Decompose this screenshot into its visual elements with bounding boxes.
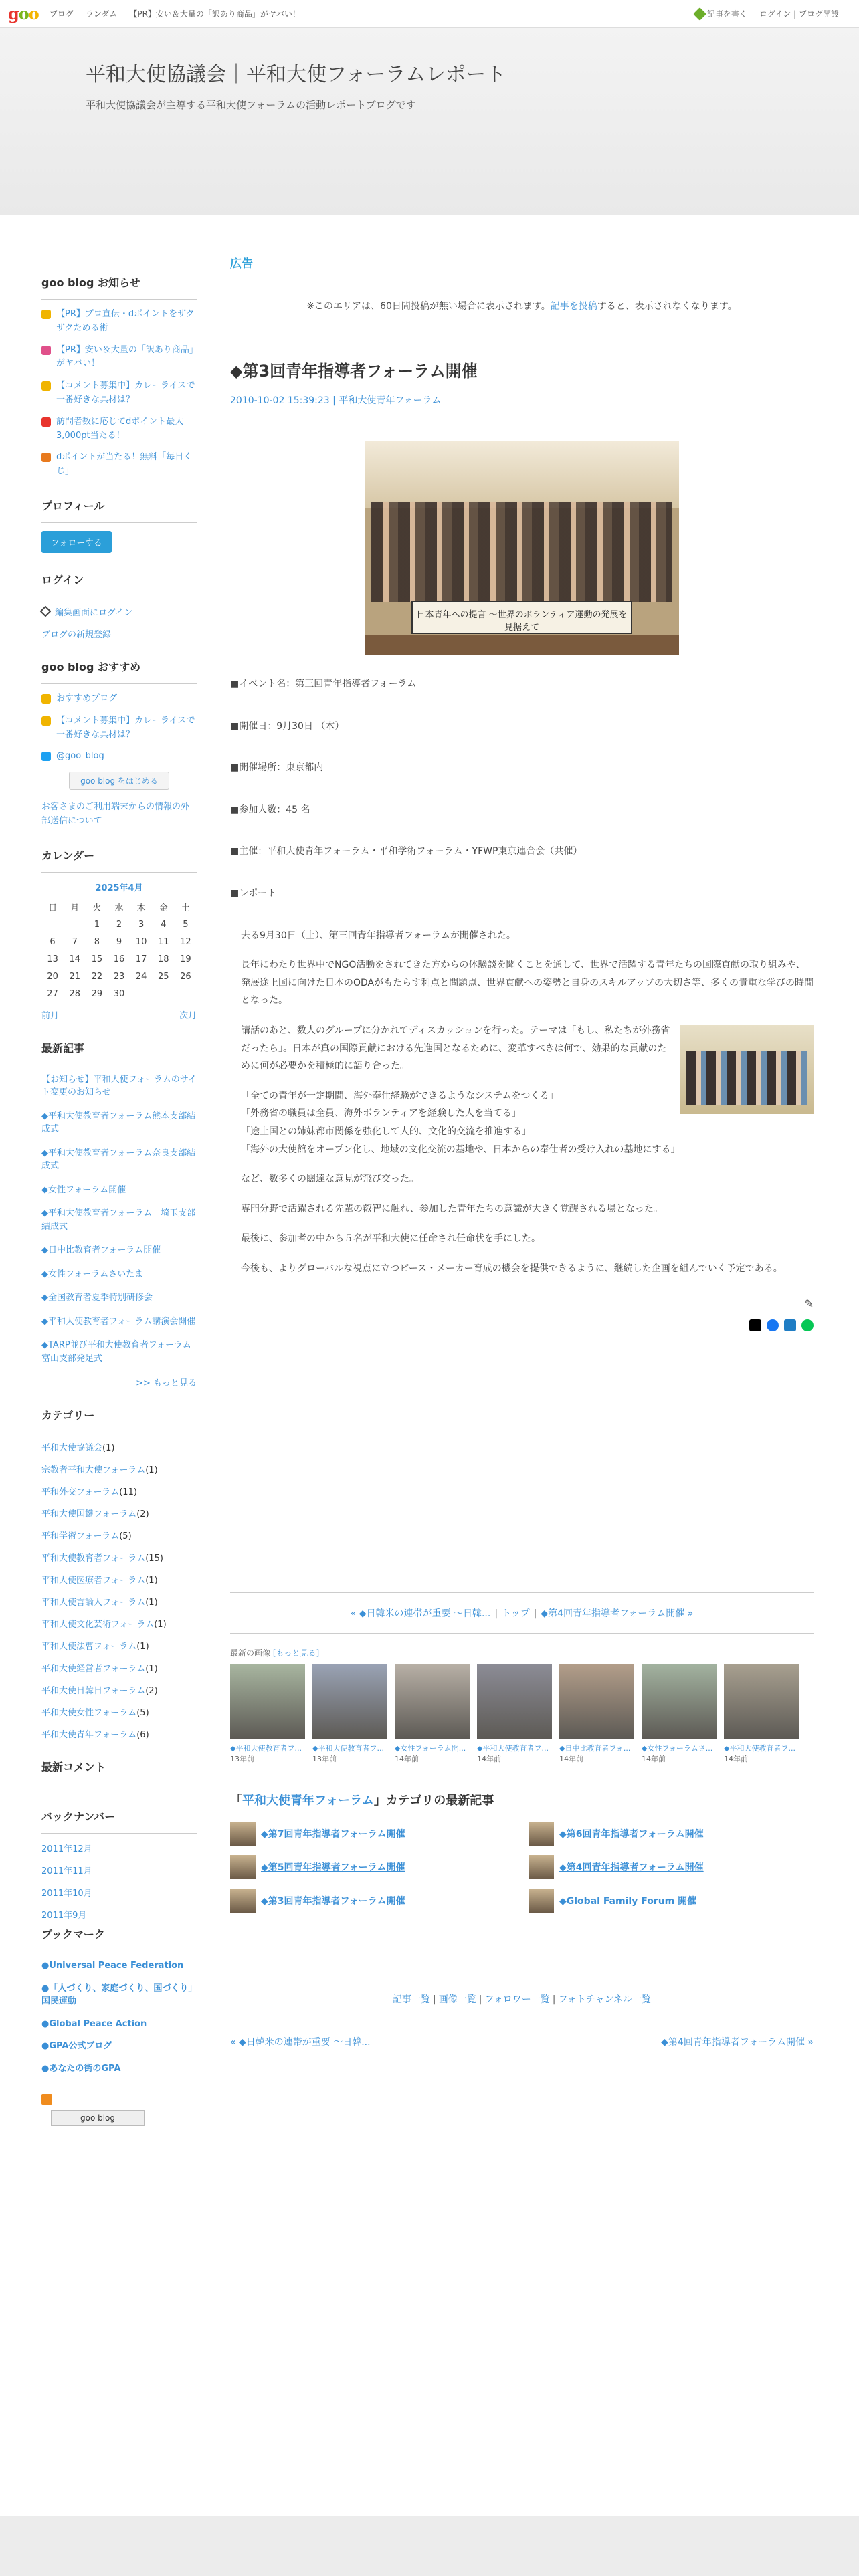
profile-section bbox=[41, 498, 197, 553]
category-latest-thumb[interactable] bbox=[230, 1889, 256, 1913]
blog-header bbox=[0, 28, 859, 215]
bookmark-link[interactable]: ●Global Peace Action bbox=[41, 2018, 147, 2029]
bottom-prev-link[interactable]: « ◆日韓米の連帯が重要 ～日韓... bbox=[230, 2037, 371, 2048]
login-heading: ログイン bbox=[41, 572, 197, 597]
category-item bbox=[41, 1463, 197, 1475]
calendar-day[interactable]: 13 bbox=[47, 954, 58, 965]
category-link[interactable]: 平和大使協議会 bbox=[41, 1443, 103, 1454]
next-entry-link[interactable]: ◆第4回青年指導者フォーラム開催 » bbox=[541, 1608, 694, 1620]
post-date[interactable]: 2010-10-02 15:39:23 bbox=[230, 395, 330, 406]
calendar-day[interactable]: 16 bbox=[113, 954, 125, 965]
calendar-day[interactable]: 3 bbox=[138, 920, 145, 930]
event-fact: ■参加人数：45 名 bbox=[230, 804, 310, 815]
category-latest-heading: 「平和大使青年フォーラム」カテゴリの最新記事 bbox=[230, 1794, 494, 1808]
latest-image-caption[interactable]: ◆平和大使教育者フ... bbox=[230, 1744, 302, 1753]
calendar-day[interactable]: 7 bbox=[72, 937, 78, 948]
calendar-day[interactable]: 21 bbox=[69, 972, 80, 982]
calendar-day[interactable]: 25 bbox=[158, 972, 169, 982]
calendar-day[interactable]: 9 bbox=[116, 937, 122, 948]
calendar-weekday: 土 bbox=[181, 903, 190, 914]
category-item bbox=[41, 1551, 197, 1564]
news-item bbox=[41, 308, 197, 336]
category-latest-item bbox=[529, 1855, 814, 1879]
latest-entry-link[interactable]: ◆TARP並び平和大使教育者フォーラム富山支部発足式 bbox=[41, 1340, 191, 1364]
news-item bbox=[41, 415, 197, 443]
ad-notice-tail: すると、表示されなくなります。 bbox=[597, 301, 737, 312]
edit-icon bbox=[40, 606, 52, 617]
category-link[interactable]: 平和大使経営者フォーラム bbox=[41, 1664, 146, 1675]
category-latest-thumb[interactable] bbox=[529, 1855, 554, 1879]
category-latest-link[interactable]: ◆第5回青年指導者フォーラム開催 bbox=[261, 1862, 405, 1874]
category-item bbox=[41, 1683, 197, 1696]
category-item bbox=[41, 1661, 197, 1674]
meta-separator: | bbox=[329, 395, 339, 406]
report-paragraph: 長年にわたり世界中でNGO活動をされてきた方からの体験談を聞くことを通して、世界で活躍する青年たちの国際貢献の取り組みや、発展途上国に向けた日本のODAがもたらす利点と問題点、世界貢献への姿勢と自身のスキルアップの大切さ等、多くの貴重な学びの時間となった。 bbox=[241, 960, 814, 1006]
latest-image-age: 14年前 bbox=[395, 1755, 419, 1764]
latest-image-age: 14年前 bbox=[559, 1755, 583, 1764]
category-count: (1) bbox=[145, 1465, 158, 1476]
goo-logo[interactable]: goo bbox=[8, 4, 39, 23]
latest-image-age: 13年前 bbox=[312, 1755, 337, 1764]
calendar-day[interactable]: 26 bbox=[180, 972, 191, 982]
backnumber-link[interactable]: 2011年11月 bbox=[41, 1866, 92, 1877]
latest-image-item[interactable] bbox=[312, 1664, 387, 1764]
latest-image-thumb[interactable] bbox=[230, 1664, 305, 1739]
x-share-icon[interactable] bbox=[749, 1319, 761, 1331]
categories-section bbox=[41, 1407, 197, 1740]
sidebar-footer bbox=[41, 2094, 197, 2126]
post-article-link[interactable]: 記事を投稿 bbox=[550, 301, 597, 312]
category-latest-thumb[interactable] bbox=[529, 1889, 554, 1913]
category-link[interactable]: 平和大使青年フォーラム bbox=[41, 1730, 137, 1741]
calendar-weekday: 水 bbox=[114, 903, 124, 914]
news-link[interactable]: 【PR】安い＆大量の「訳あり商品」がヤバい！ bbox=[56, 344, 194, 369]
latest-image-caption[interactable]: ◆平和大使教育者フ... bbox=[477, 1744, 549, 1753]
category-count: (6) bbox=[136, 1730, 149, 1741]
category-item bbox=[41, 1617, 197, 1630]
latest-image-thumb[interactable] bbox=[724, 1664, 799, 1739]
category-latest-thumb[interactable] bbox=[529, 1822, 554, 1846]
news-item bbox=[41, 344, 197, 372]
profile-heading: プロフィール bbox=[41, 498, 197, 523]
calendar-day[interactable]: 2 bbox=[116, 920, 122, 930]
bottom-next-link[interactable]: ◆第4回青年指導者フォーラム開催 » bbox=[661, 2037, 814, 2048]
calendar-day[interactable]: 11 bbox=[158, 937, 169, 948]
category-latest-item bbox=[529, 1822, 814, 1846]
latest-image-caption[interactable]: ◆平和大使教育者フ... bbox=[724, 1744, 795, 1753]
category-link[interactable]: 平和大使女性フォーラム bbox=[41, 1708, 137, 1719]
backnumber-heading: バックナンバー bbox=[41, 1808, 197, 1834]
event-fact: ■主催：平和大使青年フォーラム・平和学術フォーラム・YFWP東京連合会（共催） bbox=[230, 846, 583, 857]
categories-heading: カテゴリー bbox=[41, 1407, 197, 1432]
news-link[interactable]: 【PR】プロ直伝・dポイントをザクザクためる術 bbox=[56, 309, 195, 333]
facebook-share-icon[interactable] bbox=[767, 1319, 779, 1331]
news-icon bbox=[41, 310, 51, 319]
calendar-day bbox=[130, 986, 153, 1003]
calendar-next-month[interactable]: 次月 bbox=[179, 1010, 197, 1021]
category-latest-item bbox=[230, 1822, 515, 1846]
calendar-weekday: 木 bbox=[136, 903, 146, 914]
more-entries-link[interactable]: >> もっと見る bbox=[136, 1378, 197, 1389]
calendar-day[interactable]: 10 bbox=[135, 937, 147, 948]
twitter-icon bbox=[41, 752, 51, 761]
category-item bbox=[41, 1507, 197, 1519]
latest-image-caption[interactable]: ◆女性フォーラムさ... bbox=[642, 1744, 713, 1753]
rss-icon[interactable] bbox=[41, 2094, 52, 2105]
latest-image-caption[interactable]: ◆日中比教育者フォ... bbox=[559, 1744, 631, 1753]
category-link[interactable]: 平和大使日韓日フォーラム bbox=[41, 1686, 146, 1697]
news-icon bbox=[41, 417, 51, 427]
latest-image-thumb[interactable] bbox=[559, 1664, 634, 1739]
news-heading: goo blog お知らせ bbox=[41, 274, 197, 300]
photo-channel-link[interactable]: フォトチャンネル一覧 bbox=[558, 1994, 651, 2006]
bookmark-link[interactable]: ●あなたの街のGPA bbox=[41, 2063, 121, 2074]
share-buttons bbox=[230, 1319, 814, 1331]
bookmark-link[interactable]: ●Universal Peace Federation bbox=[41, 1961, 184, 1971]
news-link[interactable]: 【コメント募集中】カレーライスで一番好きな具材は？ bbox=[56, 381, 195, 405]
follow-button[interactable]: フォローする bbox=[41, 531, 112, 553]
calendar-day[interactable]: 30 bbox=[113, 989, 125, 1000]
report-paragraph: 去る9月30日（土）、第三回青年指導者フォーラムが開催された。 bbox=[241, 930, 516, 941]
category-latest-link[interactable]: ◆Global Family Forum 開催 bbox=[559, 1896, 697, 1907]
blog-signup-link[interactable]: ブログの新規登録 bbox=[41, 629, 112, 640]
calendar-day[interactable]: 6 bbox=[50, 937, 56, 948]
calendar-prev-month[interactable]: 前月 bbox=[41, 1010, 60, 1021]
latest-image-age: 14年前 bbox=[477, 1755, 501, 1764]
category-count: (15) bbox=[145, 1553, 163, 1564]
calendar-day[interactable]: 29 bbox=[91, 989, 103, 1000]
latest-entry-link[interactable]: ◆日中比教育者フォーラム開催 bbox=[41, 1245, 161, 1256]
report-paragraph: 最後に、参加者の中から５名が平和大使に任命され任命状を手にした。 bbox=[241, 1233, 541, 1245]
nav-random[interactable]: ランダム bbox=[85, 9, 118, 19]
backnumber-link[interactable]: 2011年12月 bbox=[41, 1844, 92, 1855]
recommend-comment-link[interactable]: 【コメント募集中】カレーライスで一番好きな具材は？ bbox=[56, 715, 195, 740]
sidebar bbox=[41, 274, 197, 2126]
post-category-link[interactable]: 平和大使青年フォーラム bbox=[339, 395, 442, 406]
external-transmission-link[interactable]: お客さまのご利用端末からの情報の外部送信について bbox=[41, 802, 190, 826]
latest-entries-heading: 最新記事 bbox=[41, 1040, 197, 1065]
category-link[interactable]: 平和大使言論人フォーラム bbox=[41, 1598, 146, 1608]
latest-image-thumb[interactable] bbox=[395, 1664, 470, 1739]
category-count: (2) bbox=[136, 1509, 149, 1520]
latest-image-caption[interactable]: ◆女性フォーラム開... bbox=[395, 1744, 466, 1753]
calendar-day[interactable]: 14 bbox=[69, 954, 80, 965]
category-latest-link[interactable]: ◆第7回青年指導者フォーラム開催 bbox=[261, 1829, 405, 1840]
category-link[interactable]: 宗教者平和大使フォーラム bbox=[41, 1465, 146, 1476]
proposal-quote: 「外務省の職員は全員、海外ボランティアを経験した人を当てる」 bbox=[241, 1108, 521, 1119]
prev-entry-link[interactable]: « ◆日韓米の連帯が重要 ～日韓... bbox=[350, 1608, 491, 1620]
latest-image-item[interactable] bbox=[724, 1664, 799, 1764]
news-icon bbox=[41, 453, 51, 462]
calendar-weekday: 火 bbox=[92, 903, 102, 914]
category-latest-link[interactable]: ◆第4回青年指導者フォーラム開催 bbox=[559, 1862, 704, 1874]
calendar-weekday: 月 bbox=[70, 903, 80, 914]
entry-list-link[interactable]: 記事一覧 bbox=[393, 1994, 431, 2006]
calendar-day[interactable]: 5 bbox=[183, 920, 189, 930]
bottom-entry-nav bbox=[230, 2035, 814, 2048]
latest-image-item[interactable] bbox=[559, 1664, 634, 1764]
login-signup-link[interactable]: ログイン | ブログ開設 bbox=[759, 9, 839, 19]
news-item bbox=[41, 451, 197, 479]
event-fact: ■イベント名：第三回青年指導者フォーラム bbox=[230, 679, 417, 689]
ad-label: 広告 bbox=[230, 257, 253, 271]
calendar-day[interactable]: 15 bbox=[91, 954, 103, 965]
news-section bbox=[41, 274, 197, 479]
category-link[interactable]: 平和外交フォーラム bbox=[41, 1487, 120, 1498]
latest-entries-section bbox=[41, 1040, 197, 1389]
report-body bbox=[230, 927, 814, 1278]
category-count: (5) bbox=[119, 1531, 132, 1542]
category-item bbox=[41, 1595, 197, 1608]
more-images-link[interactable]: [もっと見る] bbox=[272, 1648, 320, 1658]
bookmark-link[interactable]: ●「人づくり、家庭づくり、国づくり」国民運動 bbox=[41, 1983, 193, 2007]
report-paragraph: など、数多くの闊達な意見が飛び交った。 bbox=[241, 1174, 419, 1185]
lightbulb-icon bbox=[41, 716, 51, 726]
image-list-link[interactable]: 画像一覧 bbox=[438, 1994, 476, 2006]
blog-subtitle: 平和大使協議会が主導する平和大使フォーラムの活動レポートブログです bbox=[86, 99, 416, 111]
report-paragraph: 講話のあと、数人のグループに分かれてディスカッションを行った。テーマは「もし、私たちが外務省だったら」。日本が真の国際貢献における先進国となるために、変革すべきは何で、効果的な貢献のために何が必要かを積極的に語り合った。 bbox=[241, 1025, 670, 1072]
calendar-heading: カレンダー bbox=[41, 847, 197, 873]
calendar-day[interactable]: 1 bbox=[94, 920, 100, 930]
photo-banner-text: 日本青年への提言 ～世界のボランティア運動の発展を見据えて bbox=[411, 601, 632, 634]
recommend-blog-link[interactable]: おすすめブログ bbox=[56, 693, 118, 704]
category-item bbox=[41, 1573, 197, 1586]
category-item bbox=[41, 1529, 197, 1541]
recommend-section bbox=[41, 659, 197, 829]
latest-image-age: 14年前 bbox=[724, 1755, 748, 1764]
recommend-heading: goo blog おすすめ bbox=[41, 659, 197, 684]
category-latest-item bbox=[230, 1855, 515, 1879]
category-link[interactable]: 平和大使法曹フォーラム bbox=[41, 1642, 137, 1652]
report-paragraph: 今後も、よりグローバルな視点に立つピース・メーカー育成の機会を提供できるように、継続した企画を組んでいく予定である。 bbox=[241, 1263, 783, 1274]
write-label: 記事を書く bbox=[706, 9, 747, 19]
blog-title[interactable]: 平和大使協議会｜平和大使フォーラムレポート bbox=[86, 63, 506, 86]
bookmark-link[interactable]: ●GPA公式ブログ bbox=[41, 2041, 112, 2052]
latest-entry-link[interactable]: ◆平和大使教育者フォーラム講演会開催 bbox=[41, 1316, 196, 1327]
calendar-month[interactable]: 2025年4月 bbox=[95, 883, 143, 893]
category-count: (5) bbox=[136, 1708, 149, 1719]
pencil-icon bbox=[693, 7, 706, 21]
latest-entry-link[interactable]: ◆平和大使教育者フォーラム奈良支部結成式 bbox=[41, 1148, 196, 1172]
calendar-day[interactable]: 18 bbox=[158, 954, 169, 965]
bookmarks-heading: ブックマーク bbox=[41, 1926, 197, 1951]
category-latest-link[interactable]: 平和大使青年フォーラム bbox=[242, 1794, 374, 1808]
calendar-weekday: 日 bbox=[48, 903, 58, 914]
latest-images-row bbox=[230, 1664, 814, 1764]
category-latest-thumb[interactable] bbox=[230, 1855, 256, 1879]
line-share-icon[interactable] bbox=[801, 1319, 814, 1331]
global-topbar bbox=[0, 0, 859, 28]
calendar-day[interactable]: 17 bbox=[135, 954, 147, 965]
latest-image-age: 13年前 bbox=[230, 1755, 254, 1764]
post-title[interactable]: ◆第3回青年指導者フォーラム開催 bbox=[230, 362, 478, 381]
latest-image-thumb[interactable] bbox=[477, 1664, 552, 1739]
top-link[interactable]: トップ bbox=[502, 1608, 530, 1620]
category-latest-item bbox=[529, 1889, 814, 1913]
category-count: (1) bbox=[145, 1598, 158, 1608]
calendar-day bbox=[175, 986, 197, 1003]
calendar-day bbox=[41, 916, 64, 934]
comments-heading: 最新コメント bbox=[41, 1759, 197, 1784]
write-article-link[interactable] bbox=[695, 8, 747, 19]
calendar-section bbox=[41, 847, 197, 1021]
category-link[interactable]: 平和学術フォーラム bbox=[41, 1531, 120, 1542]
category-link[interactable]: 平和大使国鍵フォーラム bbox=[41, 1509, 137, 1520]
event-fact: ■開催場所：東京都内 bbox=[230, 762, 324, 774]
latest-entry-link[interactable]: ◆女性フォーラムさいたま bbox=[41, 1269, 144, 1279]
backnumber-scroll-list[interactable] bbox=[41, 1842, 197, 1921]
category-link[interactable]: 平和大使教育者フォーラム bbox=[41, 1553, 146, 1564]
goo-blog-twitter-link[interactable]: @goo_blog bbox=[56, 751, 104, 762]
category-latest-link[interactable]: ◆第6回青年指導者フォーラム開催 bbox=[559, 1829, 704, 1840]
calendar-day[interactable]: 4 bbox=[161, 920, 167, 930]
main-content bbox=[230, 254, 814, 2048]
forum-group-photo[interactable] bbox=[365, 441, 679, 650]
news-link[interactable]: dポイントが当たる！無料「毎日くじ」 bbox=[56, 452, 193, 477]
login-section bbox=[41, 572, 197, 640]
calendar-day[interactable]: 27 bbox=[47, 989, 58, 1000]
calendar-day bbox=[64, 916, 86, 934]
latest-image-item[interactable] bbox=[642, 1664, 717, 1764]
category-count: (1) bbox=[102, 1443, 115, 1454]
category-item bbox=[41, 1485, 197, 1497]
latest-entry-link[interactable]: ◆女性フォーラム開催 bbox=[41, 1184, 126, 1195]
category-latest-thumb[interactable] bbox=[230, 1822, 256, 1846]
nav-pr[interactable]: 【PR】安い＆大量の「訳あり商品」がヤバい！ bbox=[129, 9, 300, 19]
bottom-links: 記事一覧 | 画像一覧 | フォロワー一覧 | フォトチャンネル一覧 bbox=[230, 1973, 814, 2006]
event-fact: ■レポート bbox=[230, 887, 277, 899]
category-count: (1) bbox=[154, 1620, 167, 1630]
report-paragraph: 専門分野で活躍される先輩の叡智に触れ、参加した青年たちの意識が大きく覚醒される場となった。 bbox=[241, 1203, 663, 1214]
category-item bbox=[41, 1727, 197, 1740]
event-fact: ■開催日：9月30日 （木） bbox=[230, 720, 345, 732]
start-goo-blog-button[interactable]: goo blog をはじめる bbox=[69, 772, 169, 790]
bookmarks-section bbox=[41, 1926, 197, 2075]
proposal-quote: 「途上国との姉妹都市関係を強化して人的、文化的交流を推進する」 bbox=[241, 1125, 531, 1137]
calendar-day[interactable]: 8 bbox=[94, 937, 100, 948]
calendar-day[interactable]: 23 bbox=[113, 972, 125, 982]
latest-image-thumb[interactable] bbox=[642, 1664, 717, 1739]
category-count: (1) bbox=[136, 1642, 149, 1652]
discussion-photo[interactable] bbox=[680, 1025, 814, 1114]
edit-pencil-icon[interactable]: ✎ bbox=[804, 1297, 814, 1311]
category-item bbox=[41, 1705, 197, 1718]
entry-pager: « ◆日韓米の連帯が重要 ～日韓... | トップ | ◆第4回青年指導者フォーラム開催 » bbox=[350, 1608, 694, 1620]
category-latest-item bbox=[230, 1889, 515, 1913]
latest-image-item[interactable] bbox=[477, 1664, 552, 1764]
ad-notice bbox=[230, 299, 814, 312]
proposal-quote: 「海外の大使館をオープン化し、地域の文化交流の基地や、日本からの奉仕者の受け入れの基地にする」 bbox=[241, 1144, 680, 1155]
calendar-day[interactable]: 22 bbox=[91, 972, 103, 982]
news-icon bbox=[41, 381, 51, 391]
category-link[interactable]: 平和大使医療者フォーラム bbox=[41, 1576, 146, 1586]
latest-entry-link[interactable]: 【お知らせ】平和大使フォーラムのサイト変更のお知らせ bbox=[41, 1074, 197, 1098]
calendar-day[interactable]: 24 bbox=[135, 972, 147, 982]
post-meta bbox=[230, 393, 814, 407]
calendar-day[interactable]: 20 bbox=[47, 972, 58, 982]
calendar-day bbox=[153, 986, 175, 1003]
category-item bbox=[41, 1440, 197, 1453]
news-item bbox=[41, 379, 197, 407]
category-item bbox=[41, 1639, 197, 1652]
latest-entry-link[interactable]: ◆全国教育者夏季特別研修会 bbox=[41, 1293, 153, 1303]
lightbulb-icon bbox=[41, 694, 51, 704]
latest-image-age: 14年前 bbox=[642, 1755, 666, 1764]
latest-entry-link[interactable]: ◆平和大使教育者フォーラム 埼玉支部結成式 bbox=[41, 1208, 196, 1232]
latest-image-caption[interactable]: ◆平和大使教育者フ... bbox=[312, 1744, 384, 1753]
calendar-table bbox=[41, 899, 197, 1003]
proposal-quote: 「全ての青年が一定期間、海外奉仕経験ができるようなシステムをつくる」 bbox=[241, 1090, 559, 1101]
ad-notice-text: ※このエリアは、60日間投稿が無い場合に表示されます。 bbox=[306, 301, 551, 312]
hatena-share-icon[interactable] bbox=[784, 1319, 796, 1331]
calendar-day[interactable]: 12 bbox=[180, 937, 191, 948]
category-link[interactable]: 平和大使文化芸術フォーラム bbox=[41, 1620, 155, 1630]
calendar-day[interactable]: 19 bbox=[180, 954, 191, 965]
calendar-day[interactable]: 28 bbox=[69, 989, 80, 1000]
edit-login-link[interactable]: 編集画面にログイン bbox=[55, 607, 133, 618]
calendar-weekday: 金 bbox=[159, 903, 168, 914]
backnumber-section bbox=[41, 1808, 197, 1921]
follower-list-link[interactable]: フォロワー一覧 bbox=[484, 1994, 550, 2006]
backnumber-link[interactable]: 2011年10月 bbox=[41, 1889, 92, 1899]
nav-blog[interactable]: ブログ bbox=[49, 9, 74, 19]
category-count: (1) bbox=[145, 1576, 158, 1586]
latest-image-item[interactable] bbox=[395, 1664, 470, 1764]
latest-image-thumb[interactable] bbox=[312, 1664, 387, 1739]
comments-section bbox=[41, 1759, 197, 1784]
page-footer bbox=[0, 2516, 859, 2576]
category-count: (11) bbox=[119, 1487, 137, 1498]
category-count: (1) bbox=[145, 1664, 158, 1675]
latest-images-heading: 最新の画像 [もっと見る] bbox=[230, 1648, 320, 1658]
news-link[interactable]: 訪問者数に応じてdポイント最大3,000pt当たる！ bbox=[56, 416, 184, 441]
backnumber-link[interactable]: 2011年9月 bbox=[41, 1911, 87, 1921]
latest-entry-link[interactable]: ◆平和大使教育者フォーラム熊本支部結成式 bbox=[41, 1111, 196, 1135]
latest-image-item[interactable] bbox=[230, 1664, 305, 1764]
category-count: (2) bbox=[145, 1686, 158, 1697]
category-latest-link[interactable]: ◆第3回青年指導者フォーラム開催 bbox=[261, 1896, 405, 1907]
goo-blog-badge[interactable]: goo blog bbox=[51, 2110, 145, 2126]
news-icon bbox=[41, 346, 51, 355]
